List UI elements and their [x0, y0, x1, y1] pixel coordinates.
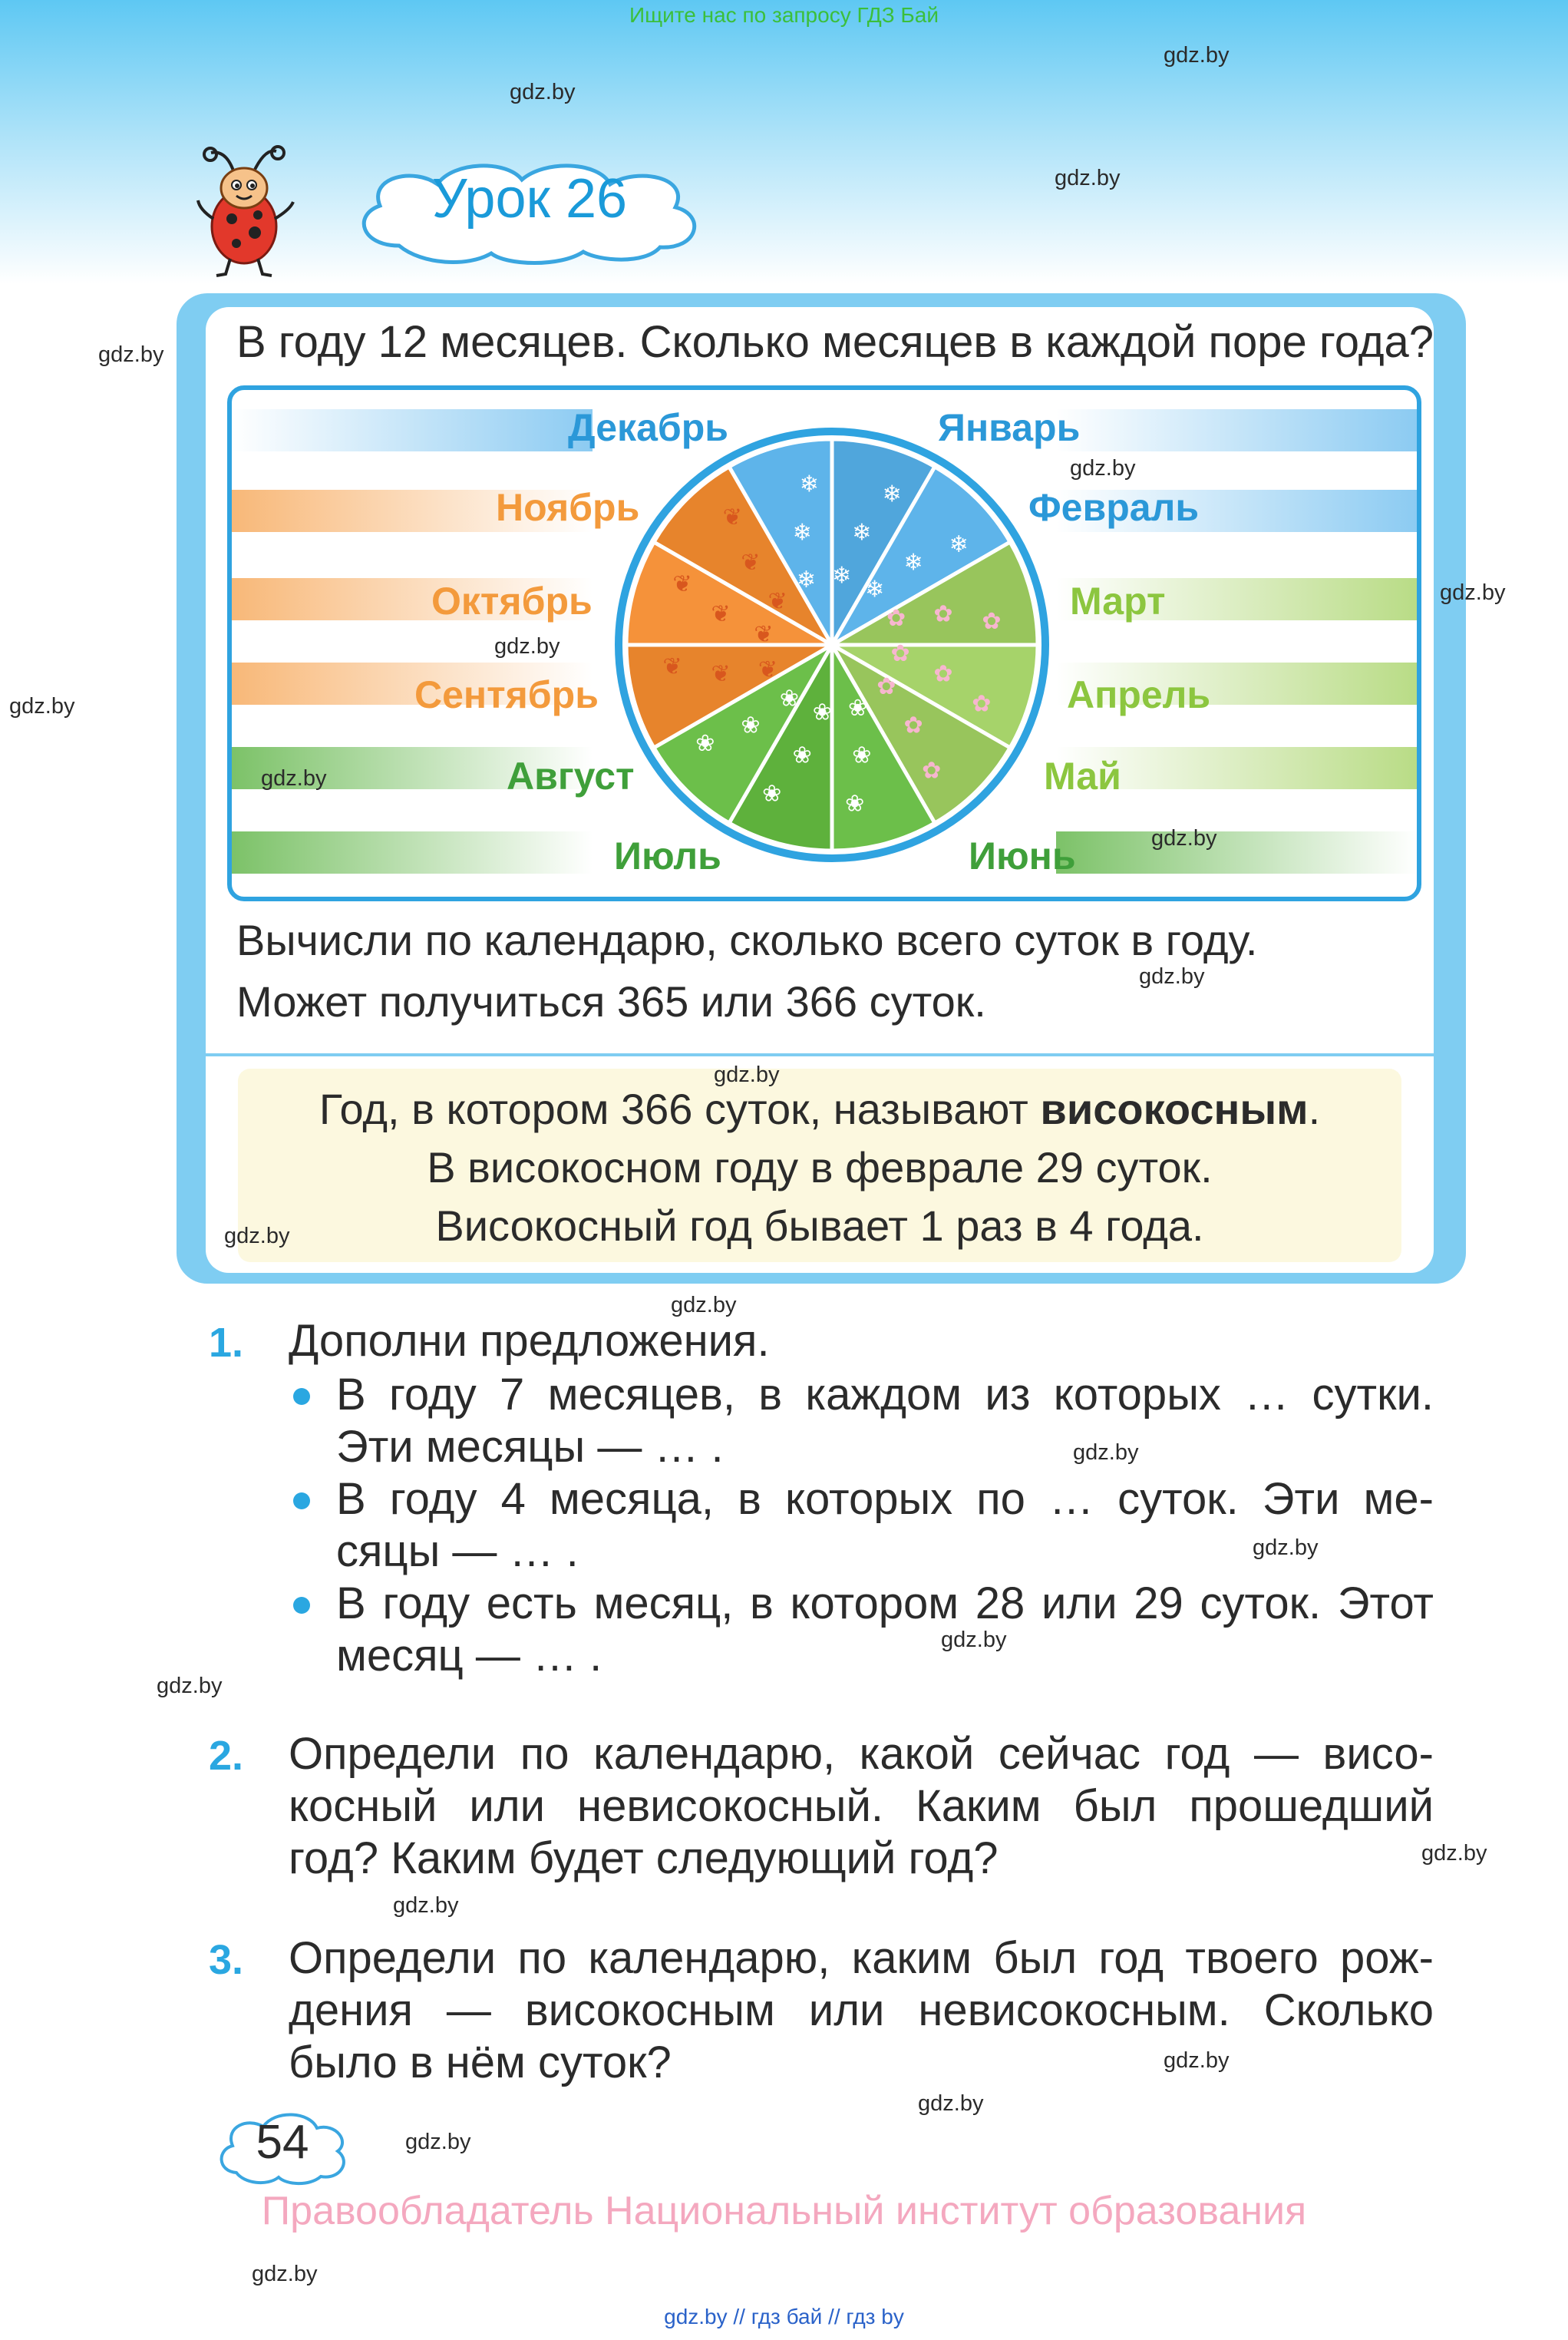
- calc-line-2: Может получиться 365 или 366 суток.: [236, 977, 986, 1026]
- watermark: gdz.by: [157, 1674, 223, 1698]
- watermark: gdz.by: [1070, 456, 1136, 481]
- month-label-august: Август: [507, 755, 635, 798]
- watermark: gdz.by: [98, 342, 164, 367]
- question-text: В году 12 месяцев. Сколько месяцев в каждой поре года?: [236, 317, 1434, 367]
- watermark: gdz.by: [1139, 964, 1205, 989]
- month-label-july: Июль: [614, 835, 721, 878]
- watermark: gdz.by: [941, 1628, 1007, 1652]
- leaf-icon: ❦: [758, 656, 778, 684]
- rule-line-1-text: Год, в котором 366 суток, называют: [319, 1085, 1041, 1133]
- watermark: gdz.by: [252, 2262, 318, 2286]
- blossom-icon: ✿: [876, 673, 896, 701]
- leaf-icon: ❦: [711, 660, 731, 688]
- task-1-bullet-3-line-2: месяц — … .: [336, 1631, 602, 1681]
- month-label-october: Октябрь: [431, 580, 593, 623]
- stripe-summer-3: [1056, 831, 1417, 874]
- blossom-icon: ✿: [982, 607, 1002, 635]
- bullet-3: [293, 1597, 310, 1614]
- task-1-bullet-1-line-1: В году 7 месяцев, в каждом из которых … сутки.: [336, 1370, 1434, 1420]
- daisy-icon: ❀: [847, 695, 868, 722]
- task-3-line-1: Определи по календарю, каким был год твоего рож-: [289, 1933, 1434, 1983]
- task-3-line-2: дения — високосным или невисокосным. Сколько: [289, 1985, 1434, 2035]
- task-2-line-2: косный или невисокосный. Каким был прошедший: [289, 1781, 1434, 1831]
- task-2-line-1: Определи по календарю, какой сейчас год — висо-: [289, 1729, 1434, 1779]
- month-label-september: Сентябрь: [414, 673, 599, 716]
- month-label-january: Январь: [938, 406, 1081, 449]
- snowflake-icon: ❄: [832, 562, 852, 590]
- snowflake-icon: ❄: [864, 576, 885, 603]
- task-1-title: Дополни предложения.: [289, 1316, 770, 1366]
- blossom-icon: ✿: [972, 690, 992, 718]
- page-number: 54: [256, 2116, 309, 2169]
- task-1-bullet-1-line-2: Эти месяцы — … .: [336, 1422, 724, 1472]
- daisy-icon: ❀: [762, 780, 782, 808]
- watermark: gdz.by: [9, 694, 75, 719]
- blossom-icon: ✿: [886, 604, 906, 632]
- leaf-icon: ❦: [711, 600, 731, 628]
- leaf-icon: ❦: [672, 570, 692, 598]
- month-label-june: Июнь: [969, 835, 1076, 878]
- leaf-icon: ❦: [767, 587, 787, 615]
- leaf-icon: ❦: [754, 620, 774, 648]
- daisy-icon: ❀: [852, 742, 872, 769]
- watermark: gdz.by: [1073, 1440, 1139, 1465]
- bullet-2: [293, 1492, 310, 1509]
- watermark: gdz.by: [261, 766, 327, 791]
- copyright-owner: Правообладатель Национальный институт образования: [261, 2189, 1307, 2233]
- snowflake-icon: ❄: [796, 566, 817, 593]
- month-label-may: Май: [1044, 755, 1121, 798]
- rule-term-leap-year: високосным: [1040, 1085, 1309, 1133]
- leaf-icon: ❦: [662, 653, 682, 681]
- wheel-sectors: [626, 439, 1038, 851]
- daisy-icon: ❀: [845, 790, 865, 818]
- snowflake-icon: ❄: [949, 530, 969, 558]
- task-1-bullet-2-line-2: сяцы — … .: [336, 1526, 579, 1576]
- month-label-april: Апрель: [1067, 673, 1211, 716]
- rule-line-1: [238, 1084, 1401, 1134]
- snowflake-icon: ❄: [792, 519, 812, 547]
- snowflake-icon: ❄: [852, 519, 872, 547]
- blossom-icon: ✿: [933, 600, 953, 628]
- daisy-icon: ❀: [779, 685, 800, 712]
- bottom-links[interactable]: gdz.by // гдз бай // гдз by: [664, 2305, 904, 2328]
- calc-line-1: Вычисли по календарю, сколько всего суток в году.: [236, 916, 1258, 964]
- task-3-number: 3.: [209, 1937, 244, 1983]
- snowflake-icon: ❄: [903, 549, 923, 577]
- daisy-icon: ❀: [695, 730, 715, 758]
- frame-divider: [206, 1053, 1434, 1056]
- ladybug-mascot-icon: [192, 142, 307, 280]
- blossom-icon: ✿: [890, 640, 910, 668]
- watermark: gdz.by: [1164, 2048, 1230, 2073]
- blossom-icon: ✿: [903, 712, 923, 739]
- month-label-february: Февраль: [1028, 486, 1200, 529]
- bullet-1: [293, 1388, 310, 1405]
- daisy-icon: ❀: [792, 742, 812, 769]
- rule-line-3: Високосный год бывает 1 раз в 4 года.: [435, 1201, 1204, 1250]
- stripe-summer-2: [232, 831, 593, 874]
- watermark: gdz.by: [510, 80, 576, 104]
- task-1-bullet-3-line-1: В году есть месяц, в котором 28 или 29 суток. Этот: [336, 1578, 1434, 1628]
- snowflake-icon: ❄: [882, 481, 902, 508]
- task-2-number: 2.: [209, 1733, 244, 1779]
- watermark: gdz.by: [1151, 826, 1217, 851]
- task-1-number: 1.: [209, 1320, 244, 1366]
- watermark: gdz.by: [1440, 580, 1506, 605]
- watermark: gdz.by: [224, 1224, 290, 1248]
- watermark: gdz.by: [494, 634, 560, 659]
- month-label-march: Март: [1070, 580, 1166, 623]
- watermark: gdz.by: [405, 2130, 471, 2154]
- task-2-line-3: год? Каким будет следующий год?: [289, 1833, 999, 1883]
- lesson-title: Урок 26: [431, 168, 628, 230]
- daisy-icon: ❀: [741, 712, 761, 739]
- watermark: gdz.by: [1164, 43, 1230, 68]
- month-label-november: Ноябрь: [496, 486, 640, 529]
- ad-text: Ищите нас по запросу ГДЗ Бай: [629, 3, 939, 27]
- task-1-bullet-2-line-1: В году 4 месяца, в которых по … суток. Эти ме-: [336, 1474, 1434, 1524]
- watermark: gdz.by: [671, 1293, 737, 1317]
- watermark: gdz.by: [714, 1063, 780, 1087]
- watermark: gdz.by: [1055, 166, 1121, 190]
- daisy-icon: ❀: [812, 699, 832, 726]
- stripe-winter-left: [232, 409, 593, 451]
- watermark: gdz.by: [1421, 1841, 1487, 1866]
- leaf-icon: ❦: [741, 549, 761, 577]
- blossom-icon: ✿: [922, 757, 942, 785]
- rule-line-1-end: .: [1308, 1085, 1321, 1133]
- rule-line-2: В високосном году в феврале 29 суток.: [427, 1143, 1213, 1191]
- month-label-december: Декабрь: [568, 406, 729, 449]
- task-3-line-3: было в нём суток?: [289, 2038, 672, 2087]
- seasons-wheel-box: [227, 385, 1421, 901]
- blossom-icon: ✿: [933, 660, 953, 688]
- leaf-icon: ❦: [722, 504, 742, 531]
- seasons-wheel: [232, 390, 1417, 897]
- watermark: gdz.by: [1253, 1535, 1319, 1560]
- watermark: gdz.by: [393, 1893, 459, 1918]
- stripe-winter-right: [1056, 409, 1417, 451]
- snowflake-icon: ❄: [799, 471, 819, 498]
- watermark: gdz.by: [918, 2091, 984, 2116]
